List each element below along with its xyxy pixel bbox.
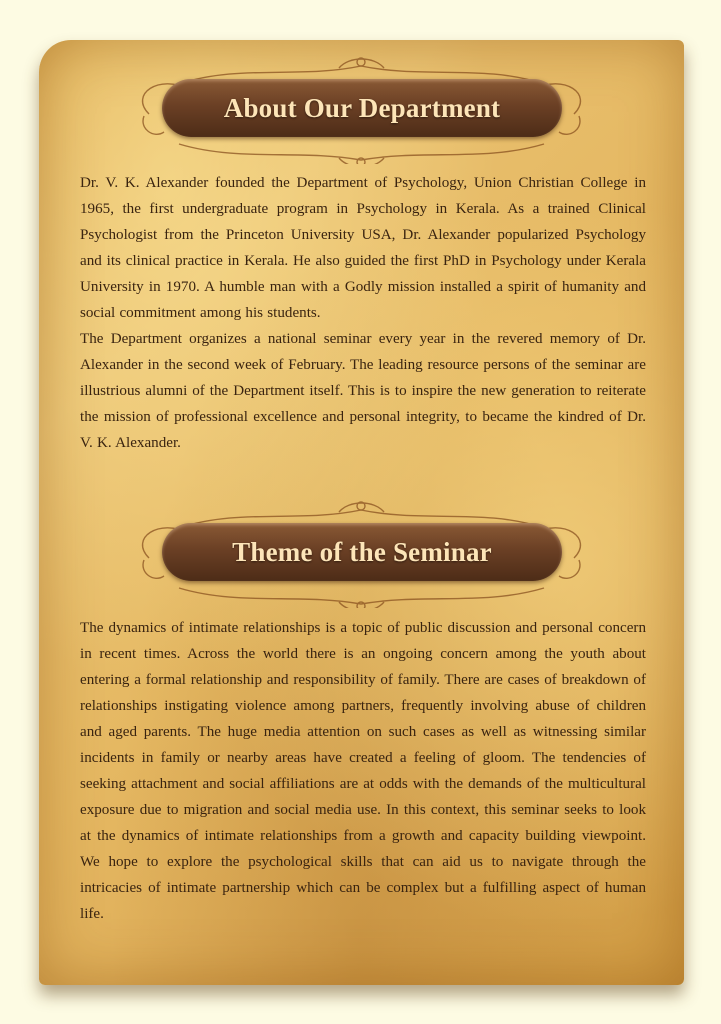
theme-heading: Theme of the Seminar — [232, 536, 492, 567]
parchment-card — [39, 40, 684, 985]
about-heading: About Our Department — [223, 92, 501, 123]
about-paragraph-1: Dr. V. K. Alexander founded the Department of Psychology, Union Christian College in 1965, the first undergraduate program in Psychology in Kerala. As a trained Clinical Psychologist from the Princeton University USA, Dr. Alexander popularized Psychology and its clinical practice in Kerala. He also guided the first PhD in Psychology under Kerala University in 1970. A humble man with a Godly mission installed a spirit of humanity and social commitment among his students. — [80, 175, 646, 321]
about-heading-banner — [162, 79, 562, 137]
about-text — [80, 170, 646, 456]
about-paragraph-2: The Department organizes a national seminar every year in the revered memory of Dr. Alexander in the second week of February. The leading resource persons of the seminar are illustrious alumni of the Department itself. This is to inspire the new generation to reiterate the mission of professional excellence and personal integrity, to became the kindred of Dr. V. K. Alexander. — [80, 331, 646, 451]
theme-paragraph: The dynamics of intimate relationships is a topic of public discussion and personal concern in recent times. Across the world there is an ongoing concern among the youth about entering a formal relationship and responsibility of family. There are cases of breakdown of relationships instigating violence among partners, frequently involving abuse of children and aged parents. The huge media attention on such cases as well as witnessing similar incidents in family or nearby areas have created a feeling of gloom. The tendencies of seeking attachment and social affiliations are at odds with the demands of the multicultural exposure due to migration and social media use. In this context, this seminar seeks to look at the dynamics of intimate relationships from a growth and capacity building viewpoint. We hope to explore the psychological skills that can aid us to navigate through the intricacies of intimate partnership which can be complex but a fulfilling aspect of human life. — [80, 620, 646, 922]
theme-heading-banner — [162, 523, 562, 581]
